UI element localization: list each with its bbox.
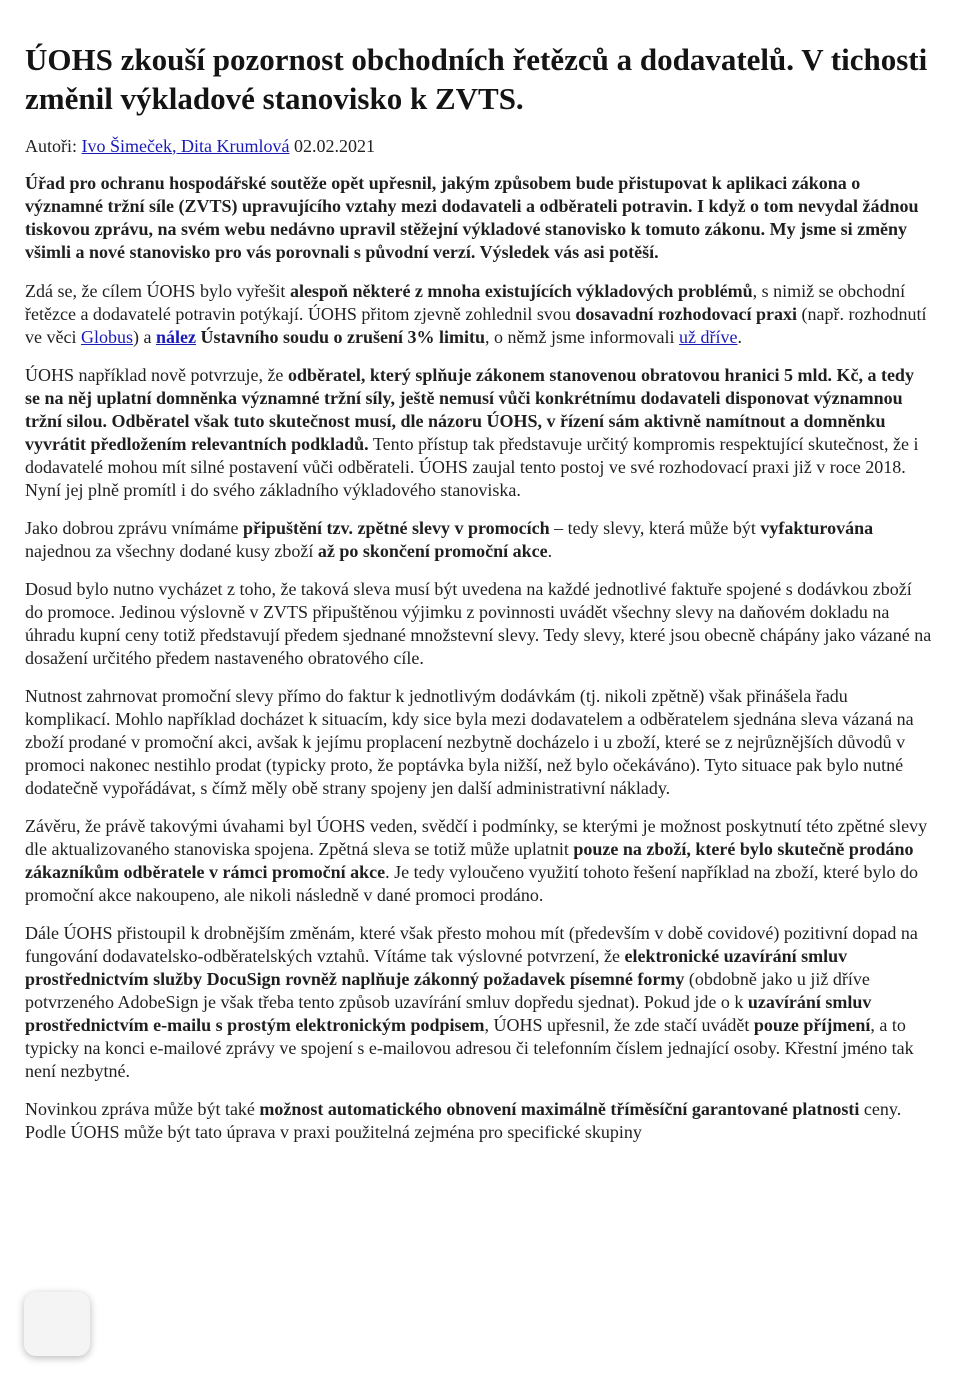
authors-label: Autoři: [25, 136, 77, 156]
author-separator[interactable]: , [171, 136, 181, 156]
text: Tento přístup tak představuje určitý kompromis respektující skutečnost, že i dodavatelé mohou mít silné postavení vůči odběrateli. ÚOHS zaujal tento postoj ve své rozhodovací praxi již v roce 2018. Nyní jej plně promítl i do svého základního výkladového stanoviska. [25, 434, 919, 500]
lead-paragraph [25, 172, 933, 264]
bold-text: dosavadní rozhodovací praxi [575, 304, 798, 324]
paragraph-4 [25, 517, 933, 563]
paragraph-5: Dosud bylo nutno vycházet z toho, že taková sleva musí být uvedena na každé jednotlivé faktuře spojené s dodávkou zboží do promoce. Jedinou výslovně v ZVTS připuštěnou výjimku z povinnosti uvádět všechny slevy na daňovém dokladu na úhradu kupní ceny totiž představují předem sjednané množstevní slevy. Tedy slevy, které jsou obecně chápány jako vázané na dosažení určitého předem nastaveného obratového cíle. [25, 579, 932, 668]
text: , a to typicky na konci e-mailové zprávy ve spojení s e-mailovou adresou či telefonním číslem jednající osoby. Křestní jméno tak není nezbytné. [25, 1015, 914, 1081]
text: Zdá se, že cílem ÚOHS bylo vyřešit [25, 281, 290, 301]
article-title: ÚOHS zkouší pozornost obchodních řetězců a dodavatelů. V tichosti změnil výkladové stanovisko k ZVTS. [25, 42, 928, 116]
text: , s nimiž se obchodní řetězce a dodavatelé potravin potýkají. ÚOHS přitom zjevně zohlednil svou [25, 281, 906, 324]
article-byline [25, 134, 933, 158]
bold-text: uzavírání smluv prostřednictvím e-mailu s prostým elektronickým podpisem [25, 992, 872, 1035]
paragraph-8 [25, 922, 933, 1083]
link-uz-drive[interactable]: už dříve [679, 327, 738, 347]
text: najednou za všechny dodané kusy zboží [25, 541, 318, 561]
bold-text: pouze na zboží, které bylo skutečně prodáno zákazníkům odběratele v rámci promoční akce [25, 839, 914, 882]
paragraph-2 [25, 280, 933, 349]
paragraph-3 [25, 364, 933, 502]
paragraph-7 [25, 815, 933, 907]
text: – tedy slevy, která může být [549, 518, 761, 538]
bold-text: Ústavního soudu o zrušení 3% limitu [195, 327, 486, 347]
chat-widget-button[interactable] [24, 1292, 90, 1356]
text: ) a [132, 327, 156, 347]
author-link-simecek[interactable]: Ivo Šimeček [81, 136, 172, 156]
bold-text: až po skončení promoční akce [317, 541, 548, 561]
bold-text: vyfakturována [760, 518, 874, 538]
article [25, 40, 933, 1159]
lead-text: Úřad pro ochranu hospodářské soutěže opět upřesnil, jakým způsobem bude přistupovat k aplikaci zákona o významné tržní síle (ZVTS) upravujícího vztahy mezi dodavateli a odběrateli potravin. I když o tom nevydal žádnou tiskovou zprávu, na svém webu nedávno upravil stěžejní výkladové stanovisko k tomuto zákonu. My jsme si změny všimli a nové stanovisko pro vás porovnali s původní verzí. Výsledek vás asi potěší. [25, 173, 919, 262]
text: Dále ÚOHS přistoupil k drobnějším změnám, které však přesto mohou mít (především v době covidové) pozitivní dopad na fungování dodavatelsko-odběratelských vztahů. Vítáme tak výslovné potvrzení, že [25, 923, 918, 966]
text: . Je tedy vyloučeno využití tohoto řešení například na zboží, které bylo do promoční akce nakoupeno, ale nikoli následně v dané promoci prodáno. [25, 862, 918, 905]
text: ÚOHS například nově potvrzuje, že [25, 365, 288, 385]
bold-text: pouze příjmení [753, 1015, 871, 1035]
text: . [547, 541, 553, 561]
text: , o němž jsme informovali [485, 327, 679, 347]
text: , ÚOHS upřesnil, že zde stačí uvádět [484, 1015, 754, 1035]
bold-text: elektronické uzavírání smluv prostřednictvím služby DocuSign rovněž naplňuje zákonný požadavek písemné formy [25, 946, 848, 989]
publish-date: 02.02.2021 [293, 136, 375, 156]
text: Novinkou zpráva může být také [25, 1099, 260, 1119]
link-nalez[interactable]: nález [155, 327, 196, 347]
bold-text: odběratel, který splňuje zákonem stanovenou obratovou hranici 5 mld. Kč, a tedy se na něj uplatní domněnka významné tržní síly, ještě nemusí vůči konkrétnímu dodavateli disponovat významnou tržní silou. Odběratel však tuto skutečnost musí, dle názoru ÚOHS, v řízení sám aktivně namítnout a domněnku vyvrátit předložením relevantních podkladů. [25, 365, 914, 454]
text: ceny. Podle ÚOHS může být tato úprava v praxi použitelná zejména pro specifické skupiny [25, 1099, 902, 1142]
paragraph-9 [25, 1098, 933, 1144]
paragraph-6: Nutnost zahrnovat promoční slevy přímo do faktur k jednotlivým dodávkám (tj. nikoli zpětně) však přinášela řadu komplikací. Mohlo například docházet k situacím, kdy sice byla mezi dodavatelem a odběratelem sjednána sleva vázaná na zboží prodané v promoční akci, avšak k jejímu proplacení nezbytně docházelo i u zboží, které se z nejrůznějších důvodů v promoci nakonec nestihlo prodat (typicky proto, že poptávka byla nižší, než bylo očekáváno). Tyto situace pak bylo nutné dodatečně vypořádávat, s čímž měly obě strany spojeny jen další administrativní náklady. [25, 686, 914, 798]
bold-text: připuštění tzv. zpětné slevy v promocích [242, 518, 550, 538]
page-bottom-edge [0, 1350, 960, 1378]
text: Závěru, že právě takovými úvahami byl ÚOHS veden, svědčí i podmínky, se kterými je možnost poskytnutí této zpětné slevy dle aktualizovaného stanoviska spojena. Zpětná sleva se totiž může uplatnit [25, 816, 928, 859]
text: (obdobně jako u již dříve potvrzeného AdobeSign je však třeba tento způsob uzavírání smluv dopředu sjednat). Pokud jde o k [25, 969, 870, 1012]
text: . [737, 327, 742, 347]
author-link-krumlova[interactable]: Dita Krumlová [180, 136, 290, 156]
link-globus[interactable]: Globus [80, 327, 133, 347]
text: Jako dobrou zprávu vnímáme [25, 518, 243, 538]
text: (např. rozhodnutí ve věci [25, 304, 927, 347]
bold-text: alespoň některé z mnoha existujících výkladových problémů [289, 281, 753, 301]
bold-text: možnost automatického obnovení maximálně tříměsíční garantované platnosti [259, 1099, 860, 1119]
